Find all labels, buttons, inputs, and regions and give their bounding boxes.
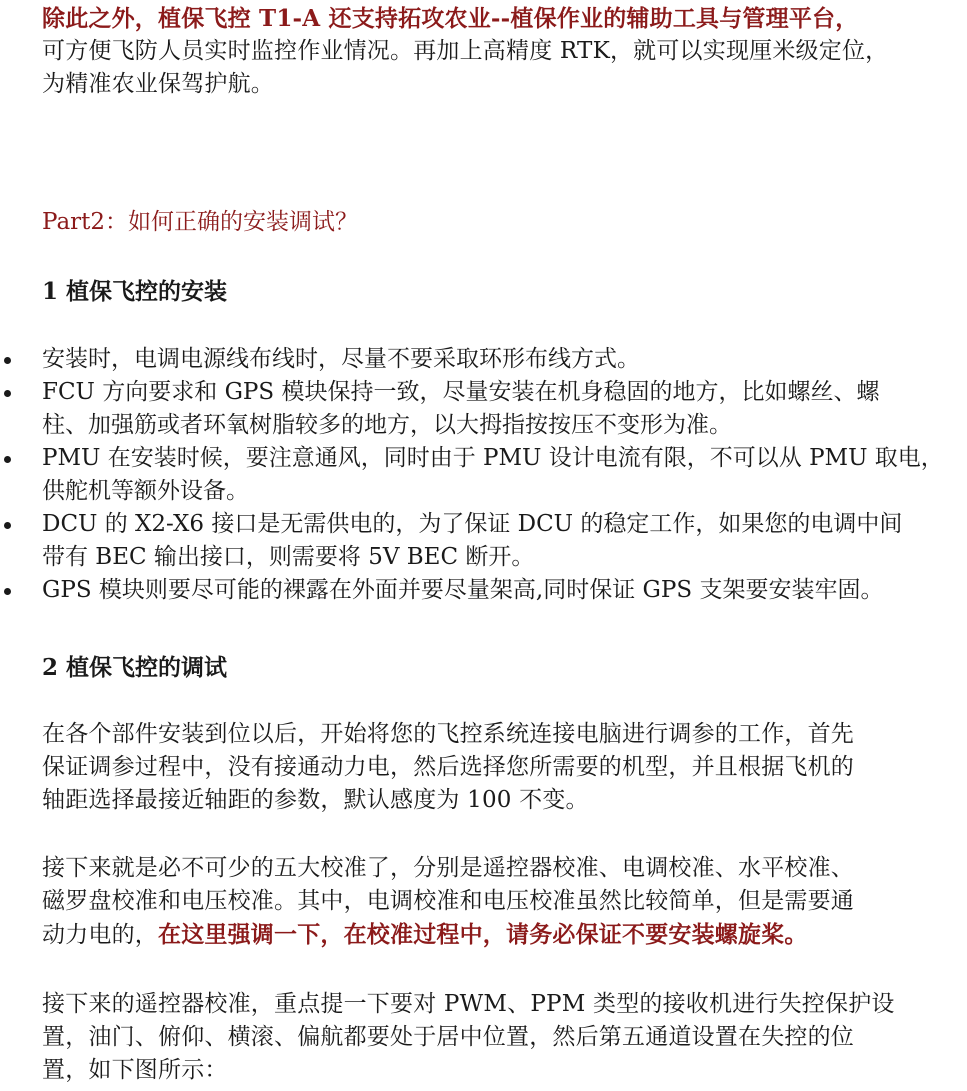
paragraph-line: 轴距选择最接近轴距的参数，默认感度为 100 不变。 — [42, 787, 589, 813]
paragraph-text: 动力电的， — [42, 922, 158, 948]
intro-paragraph — [42, 2, 954, 101]
section2-heading: 2 植保飞控的调试 — [42, 654, 228, 681]
bullet-dot-icon — [4, 588, 11, 595]
bullet-line: 带有 BEC 输出接口，则需要将 5V BEC 断开。 — [42, 544, 535, 570]
intro-line-2: 可方便飞防人员实时监控作业情况。再加上高精度 RTK，就可以实现厘米级定位， — [42, 38, 889, 64]
part2-title: Part2：如何正确的安装调试？ — [42, 209, 359, 235]
bullet-line: 供舵机等额外设备。 — [42, 478, 249, 504]
bullet-line: PMU 在安装时候，要注意通风，同时由于 PMU 设计电流有限，不可以从 PMU 取电， — [42, 445, 944, 471]
paragraph-line: 置，如下图所示： — [42, 1057, 228, 1083]
paragraph-line — [42, 918, 954, 952]
bullet-line: GPS 模块则要尽可能的裸露在外面并要尽量架高,同时保证 GPS 支架要安装牢固。 — [42, 577, 884, 603]
propeller-warning-text: 在这里强调一下，在校准过程中，请务必保证不要安装螺旋桨。 — [158, 921, 808, 948]
list-item — [42, 442, 954, 508]
bullet-dot-icon — [4, 357, 11, 364]
list-item — [42, 574, 954, 607]
bullet-line: FCU 方向要求和 GPS 模块保持一致，尽量安装在机身稳固的地方，比如螺丝、螺 — [42, 379, 880, 405]
bullet-dot-icon — [4, 522, 11, 529]
bullet-dot-icon — [4, 456, 11, 463]
list-item — [42, 376, 954, 442]
tuning-paragraph-3 — [42, 988, 954, 1087]
paragraph-line: 置，油门、俯仰、横滚、偏航都要处于居中位置，然后第五通道设置在失控的位 — [42, 1024, 854, 1050]
intro-line-1: 除此之外，植保飞控 T1-A 还支持拓攻农业--植保作业的辅助工具与管理平台， — [42, 5, 859, 32]
bullet-line: 安装时，电调电源线布线时，尽量不要采取环形布线方式。 — [42, 346, 640, 372]
paragraph-line: 接下来的遥控器校准，重点提一下要对 PWM、PPM 类型的接收机进行失控保护设 — [42, 991, 895, 1017]
install-bullet-list — [42, 343, 954, 607]
bullet-line: DCU 的 X2-X6 接口是无需供电的，为了保证 DCU 的稳定工作，如果您的电调中间 — [42, 511, 903, 537]
list-item — [42, 508, 954, 574]
tuning-paragraph-1 — [42, 718, 954, 817]
paragraph-line: 在各个部件安装到位以后，开始将您的飞控系统连接电脑进行调参的工作，首先 — [42, 721, 854, 747]
paragraph-line: 接下来就是必不可少的五大校准了，分别是遥控器校准、电调校准、水平校准、 — [42, 855, 854, 881]
intro-line-3: 为精准农业保驾护航。 — [42, 71, 274, 97]
paragraph-line: 保证调参过程中，没有接通动力电，然后选择您所需要的机型，并且根据飞机的 — [42, 754, 854, 780]
tuning-paragraph-2 — [42, 852, 954, 952]
section1-heading: 1 植保飞控的安装 — [42, 278, 228, 305]
bullet-line: 柱、加强筋或者环氧树脂较多的地方，以大拇指按按压不变形为准。 — [42, 412, 732, 438]
bullet-dot-icon — [4, 390, 11, 397]
paragraph-line: 磁罗盘校准和电压校准。其中，电调校准和电压校准虽然比较简单，但是需要通 — [42, 888, 854, 914]
list-item — [42, 343, 954, 376]
